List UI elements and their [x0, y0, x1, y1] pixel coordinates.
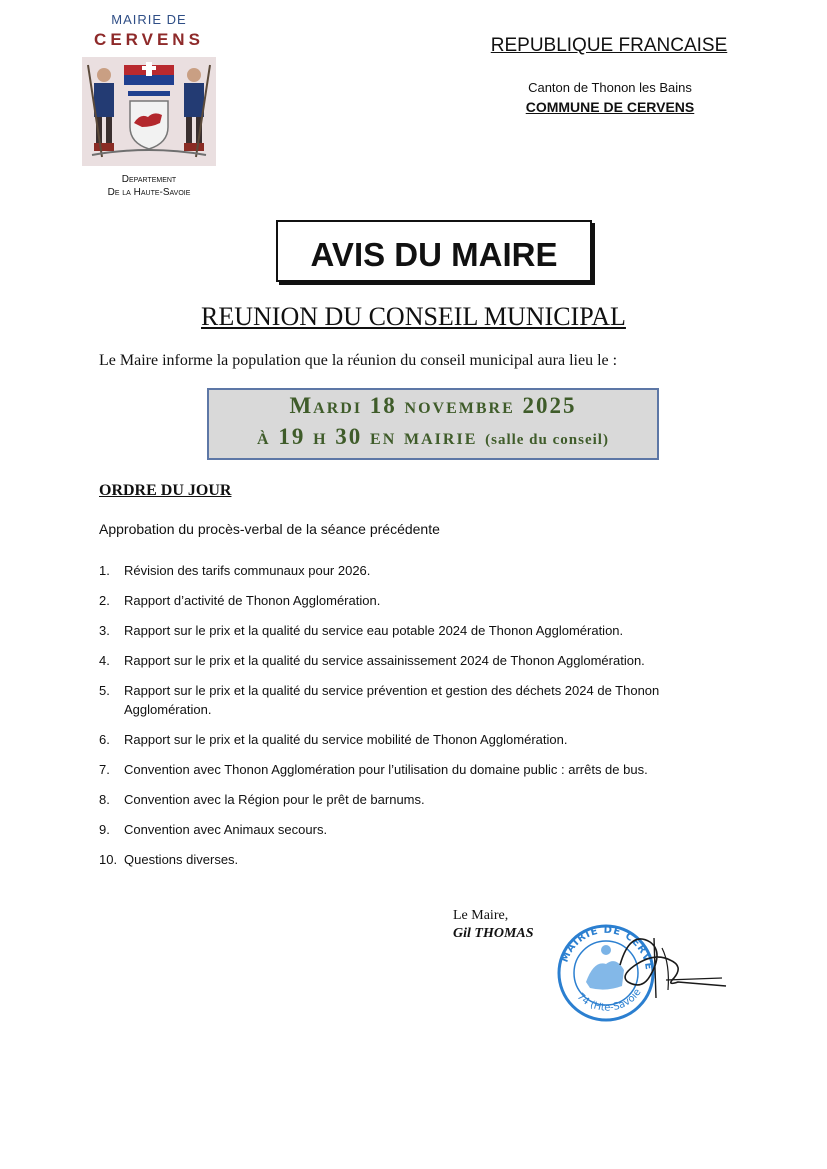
- canton-label: Canton de Thonon les Bains: [528, 80, 692, 95]
- agenda-item-number: 7.: [99, 762, 110, 777]
- signature-role: Le Maire,: [453, 908, 509, 923]
- meeting-room-text: (salle du conseil): [485, 432, 609, 448]
- agenda-item-number: 6.: [99, 732, 110, 747]
- agenda-item: [99, 820, 729, 839]
- agenda-item-text: Rapport d’activité de Thonon Agglomération.: [124, 593, 381, 608]
- meeting-time-text: à 19 h 30 en mairie: [257, 424, 478, 449]
- svg-text:74 (Hte-Savoie): 74 (Hte-Savoie: [574, 986, 644, 1014]
- cervens-coat-of-arms-logo: [82, 57, 216, 166]
- agenda-item-number: 8.: [99, 792, 110, 807]
- agenda-item-number: 9.: [99, 822, 110, 837]
- agenda-item-text: Questions diverses.: [124, 852, 239, 867]
- agenda-item: [99, 760, 729, 779]
- agenda-item-text: Convention avec Animaux secours.: [124, 822, 328, 837]
- agenda-item: [99, 651, 729, 670]
- agenda-list: [99, 561, 729, 880]
- agenda-item-text: Rapport sur le prix et la qualité du service mobilité de Thonon Agglomération.: [124, 732, 568, 747]
- approbation-text: Approbation du procès-verbal de la séance précédente: [99, 521, 440, 537]
- agenda-item-number: 1.: [99, 563, 110, 578]
- mairie-stamp-and-signature: [550, 920, 740, 1030]
- commune-label: COMMUNE DE CERVENS: [525, 99, 695, 115]
- agenda-item: [99, 591, 729, 610]
- agenda-item-number: 2.: [99, 593, 110, 608]
- agenda-item-number: 3.: [99, 623, 110, 638]
- meeting-date-text: Mardi 18 novembre 2025: [289, 393, 577, 418]
- agenda-item: [99, 621, 729, 640]
- agenda-item-text: Révision des tarifs communaux pour 2026.: [124, 563, 371, 578]
- svg-text:MAIRIE DE CERVENS: MAIRIE DE CERVE: [559, 924, 655, 972]
- agenda-item-number: 5.: [99, 683, 110, 698]
- agenda-item-text: Rapport sur le prix et la qualité du service assainissement 2024 de Thonon Agglomération.: [124, 653, 645, 668]
- intro-text: Le Maire informe la population que la réunion du conseil municipal aura lieu le :: [99, 352, 618, 369]
- agenda-item-text: Convention avec la Région pour le prêt de barnums.: [124, 792, 425, 807]
- departement-line2: De la Haute-Savoie: [107, 187, 191, 198]
- agenda-item: [99, 790, 729, 809]
- cervens-label: CERVENS: [94, 30, 204, 49]
- agenda-item-number: 10.: [99, 852, 118, 867]
- departement-line1: Departement: [121, 174, 177, 185]
- agenda-item-text: Rapport sur le prix et la qualité du service eau potable 2024 de Thonon Agglomération.: [124, 623, 624, 638]
- mairie-de-label: MAIRIE DE: [111, 12, 187, 27]
- agenda-item: [99, 561, 729, 580]
- signature-name: Gil THOMAS: [453, 926, 534, 941]
- page-title: AVIS DU MAIRE: [310, 236, 558, 273]
- agenda-item: [99, 681, 729, 719]
- agenda-item: [99, 850, 729, 869]
- meeting-time-place: [207, 424, 659, 450]
- agenda-item-text: Rapport sur le prix et la qualité du service prévention et gestion des déchets 2024 de Thonon Agglomération.: [124, 683, 660, 717]
- meeting-date: [207, 393, 659, 419]
- ordre-du-jour-heading: ORDRE DU JOUR: [99, 482, 232, 499]
- agenda-item-number: 4.: [99, 653, 110, 668]
- republique-francaise-heading: REPUBLIQUE FRANCAISE: [490, 35, 728, 56]
- subtitle: REUNION DU CONSEIL MUNICIPAL: [201, 302, 626, 331]
- agenda-item-text: Convention avec Thonon Agglomération pour l’utilisation du domaine public : arrêts de bus.: [124, 762, 648, 777]
- agenda-item: [99, 730, 729, 749]
